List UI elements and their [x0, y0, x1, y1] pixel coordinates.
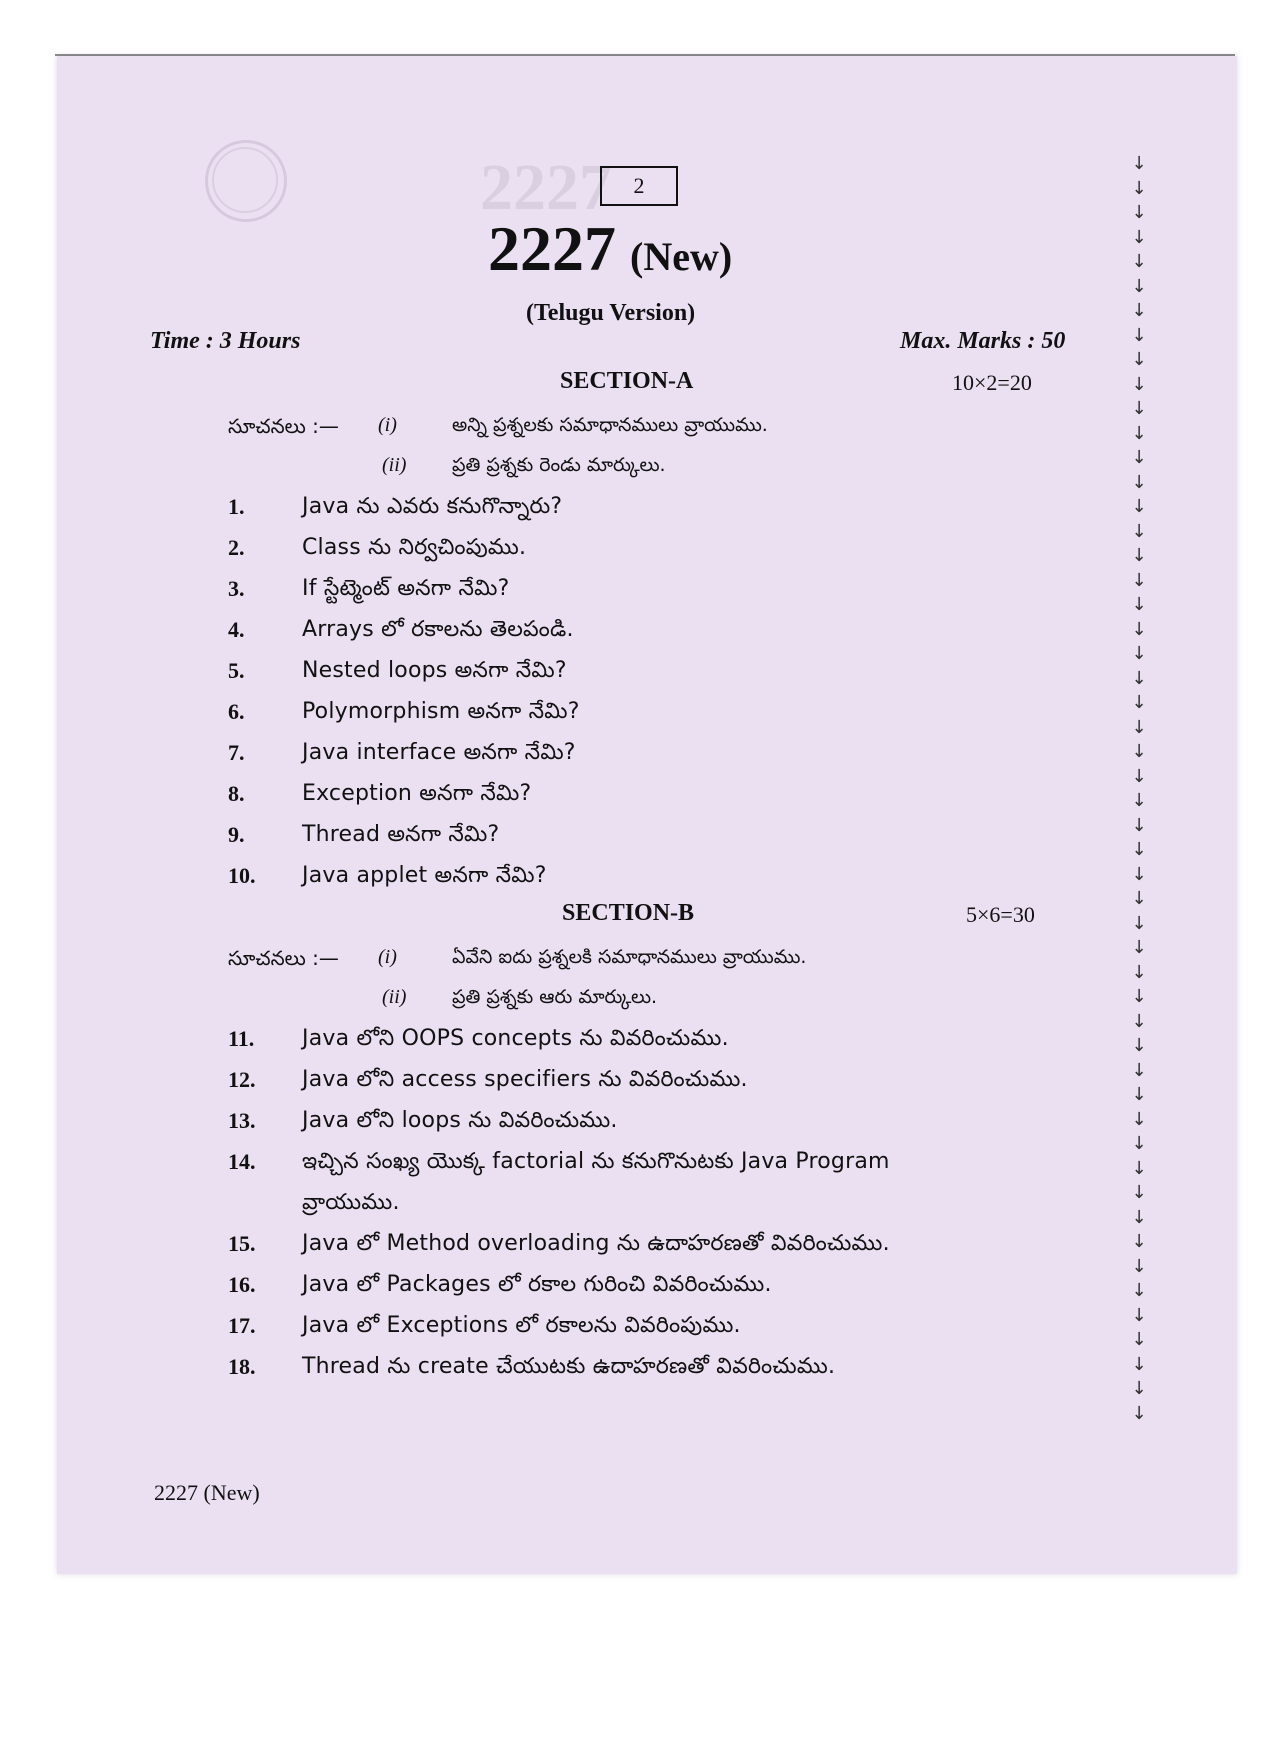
margin-arrow-icon: ↓ — [1131, 912, 1147, 934]
question-number: 17. — [228, 1313, 256, 1338]
question-text: Java లో Exceptions లో రకాలను వివరింపుము. — [302, 1313, 741, 1338]
margin-arrow-icon: ↓ — [1131, 496, 1147, 517]
margin-arrow-icon: ↓ — [1131, 863, 1147, 885]
question-number: 9. — [228, 822, 245, 847]
section-b-note-text: ప్రతి ప్రశ్నకు ఆరు మార్కులు. — [452, 986, 658, 1008]
margin-arrow-icon: ↓ — [1131, 1378, 1147, 1399]
margin-arrow-icon: ↓ — [1131, 716, 1147, 738]
bleed-through-seal-inner — [212, 147, 278, 213]
question-text: Java లో Method overloading ను ఉదాహరణతో వివరించుము. — [302, 1231, 890, 1256]
margin-arrow-icon: ↓ — [1131, 1402, 1147, 1424]
margin-arrow-icon: ↓ — [1131, 251, 1147, 272]
section-b-note-text: ఏవేని ఐదు ప్రశ్నలకి సమాధానములు వ్రాయుము. — [452, 946, 807, 968]
margin-arrow-icon: ↓ — [1131, 1329, 1147, 1350]
max-marks: Max. Marks : 50 — [900, 328, 1066, 354]
section-b-note-label: సూచనలు :— — [228, 946, 339, 970]
question-text: Java లో Packages లో రకాల గురించి వివరించుము. — [302, 1272, 772, 1297]
margin-arrow-icon: ↓ — [1131, 741, 1147, 762]
version-label: (Telugu Version) — [526, 300, 696, 326]
question-number: 3. — [228, 576, 245, 601]
margin-arrow-icon: ↓ — [1131, 1304, 1147, 1326]
question-text: ఇచ్చిన సంఖ్య యొక్క factorial ను కనుగొనుటకు Java Program — [302, 1149, 890, 1174]
question-text: If స్టేట్మెంట్ అనగా నేమి? — [302, 576, 510, 601]
question-number: 6. — [228, 699, 245, 724]
margin-arrow-icon: ↓ — [1131, 1084, 1147, 1105]
section-a-marks: 10×2=20 — [952, 370, 1032, 395]
margin-arrow-icon: ↓ — [1131, 986, 1147, 1007]
section-a-note-text: ప్రతి ప్రశ్నకు రెండు మార్కులు. — [452, 454, 666, 476]
time-allowed: Time : 3 Hours — [150, 328, 301, 354]
margin-arrow-icon: ↓ — [1131, 1280, 1147, 1301]
section-b-note-num: (i) — [378, 946, 397, 968]
margin-arrow-icon: ↓ — [1131, 300, 1147, 321]
margin-arrow-icon: ↓ — [1131, 153, 1147, 174]
margin-arrow-icon: ↓ — [1131, 618, 1147, 640]
question-number: 4. — [228, 617, 245, 642]
margin-arrow-icon: ↓ — [1131, 324, 1147, 346]
margin-arrow-icon: ↓ — [1131, 765, 1147, 787]
margin-arrow-icon: ↓ — [1131, 814, 1147, 836]
margin-arrow-icon: ↓ — [1131, 1206, 1147, 1228]
section-a-note-num: (i) — [378, 414, 397, 436]
question-text: Java లోని access specifiers ను వివరించుము. — [302, 1067, 748, 1092]
question-number: 18. — [228, 1354, 256, 1379]
margin-arrow-icon: ↓ — [1131, 667, 1147, 689]
paper-code-suffix: (New) — [630, 234, 733, 279]
margin-arrow-icon: ↓ — [1131, 1255, 1147, 1277]
margin-arrow-icon: ↓ — [1131, 1133, 1147, 1154]
margin-arrow-icon: ↓ — [1131, 1157, 1147, 1179]
paper-code — [488, 212, 732, 286]
question-number: 5. — [228, 658, 245, 683]
margin-arrow-column — [1128, 152, 1150, 1452]
question-number: 11. — [228, 1026, 255, 1051]
question-number: 10. — [228, 863, 256, 888]
question-number: 7. — [228, 740, 245, 765]
margin-arrow-icon: ↓ — [1131, 643, 1147, 664]
question-text: Java interface అనగా నేమి? — [302, 740, 576, 765]
margin-arrow-icon: ↓ — [1131, 447, 1147, 468]
question-number: 14. — [228, 1149, 256, 1174]
paper-code-number: 2227 — [488, 213, 616, 284]
margin-arrow-icon: ↓ — [1131, 888, 1147, 909]
section-a-note-label: సూచనలు :— — [228, 414, 339, 438]
footer-paper-code: 2227 (New) — [154, 1480, 260, 1505]
margin-arrow-icon: ↓ — [1131, 373, 1147, 395]
margin-arrow-icon: ↓ — [1131, 520, 1147, 542]
margin-arrow-icon: ↓ — [1131, 398, 1147, 419]
section-b-note-num: (ii) — [382, 986, 407, 1008]
question-text: Java లోని loops ను వివరించుము. — [302, 1108, 618, 1133]
section-a-title: SECTION-A — [560, 368, 694, 394]
page-number: 2 — [600, 166, 678, 206]
margin-arrow-icon: ↓ — [1131, 202, 1147, 223]
question-text: Java applet అనగా నేమి? — [302, 863, 547, 888]
margin-arrow-icon: ↓ — [1131, 1182, 1147, 1203]
question-text: Java ను ఎవరు కనుగొన్నారు? — [302, 494, 563, 519]
margin-arrow-icon: ↓ — [1131, 177, 1147, 199]
margin-arrow-icon: ↓ — [1131, 471, 1147, 493]
margin-arrow-icon: ↓ — [1131, 569, 1147, 591]
margin-arrow-icon: ↓ — [1131, 1231, 1147, 1252]
question-text-continued: వ్రాయుము. — [302, 1190, 400, 1215]
question-number: 13. — [228, 1108, 256, 1133]
margin-arrow-icon: ↓ — [1131, 349, 1147, 370]
section-b-marks: 5×6=30 — [966, 902, 1035, 927]
section-a-note-text: అన్ని ప్రశ్నలకు సమాధానములు వ్రాయుము. — [452, 414, 768, 436]
bleed-through-code: 2227 — [480, 151, 612, 224]
question-text: Exception అనగా నేమి? — [302, 781, 532, 806]
section-b-title: SECTION-B — [562, 900, 695, 926]
margin-arrow-icon: ↓ — [1131, 226, 1147, 248]
question-number: 16. — [228, 1272, 256, 1297]
question-number: 2. — [228, 535, 245, 560]
question-text: Nested loops అనగా నేమి? — [302, 658, 567, 683]
margin-arrow-icon: ↓ — [1131, 1035, 1147, 1056]
margin-arrow-icon: ↓ — [1131, 839, 1147, 860]
margin-arrow-icon: ↓ — [1131, 937, 1147, 958]
question-text: Class ను నిర్వచింపుము. — [302, 535, 527, 560]
section-a-note-num: (ii) — [382, 454, 407, 476]
margin-arrow-icon: ↓ — [1131, 790, 1147, 811]
question-number: 12. — [228, 1067, 256, 1092]
question-number: 1. — [228, 494, 245, 519]
margin-arrow-icon: ↓ — [1131, 1059, 1147, 1081]
margin-arrow-icon: ↓ — [1131, 1010, 1147, 1032]
question-text: Java లోని OOPS concepts ను వివరించుము. — [302, 1026, 729, 1051]
margin-arrow-icon: ↓ — [1131, 692, 1147, 713]
question-text: Polymorphism అనగా నేమి? — [302, 699, 580, 724]
question-text: Thread ను create చేయుటకు ఉదాహరణతో వివరించుము. — [302, 1354, 836, 1379]
question-text: Arrays లో రకాలను తెలపండి. — [302, 617, 574, 642]
question-number: 8. — [228, 781, 245, 806]
margin-arrow-icon: ↓ — [1131, 594, 1147, 615]
margin-arrow-icon: ↓ — [1131, 961, 1147, 983]
margin-arrow-icon: ↓ — [1131, 1353, 1147, 1375]
margin-arrow-icon: ↓ — [1131, 422, 1147, 444]
margin-arrow-icon: ↓ — [1131, 1108, 1147, 1130]
margin-arrow-icon: ↓ — [1131, 275, 1147, 297]
margin-arrow-icon: ↓ — [1131, 545, 1147, 566]
question-number: 15. — [228, 1231, 256, 1256]
question-text: Thread అనగా నేమి? — [302, 822, 500, 847]
